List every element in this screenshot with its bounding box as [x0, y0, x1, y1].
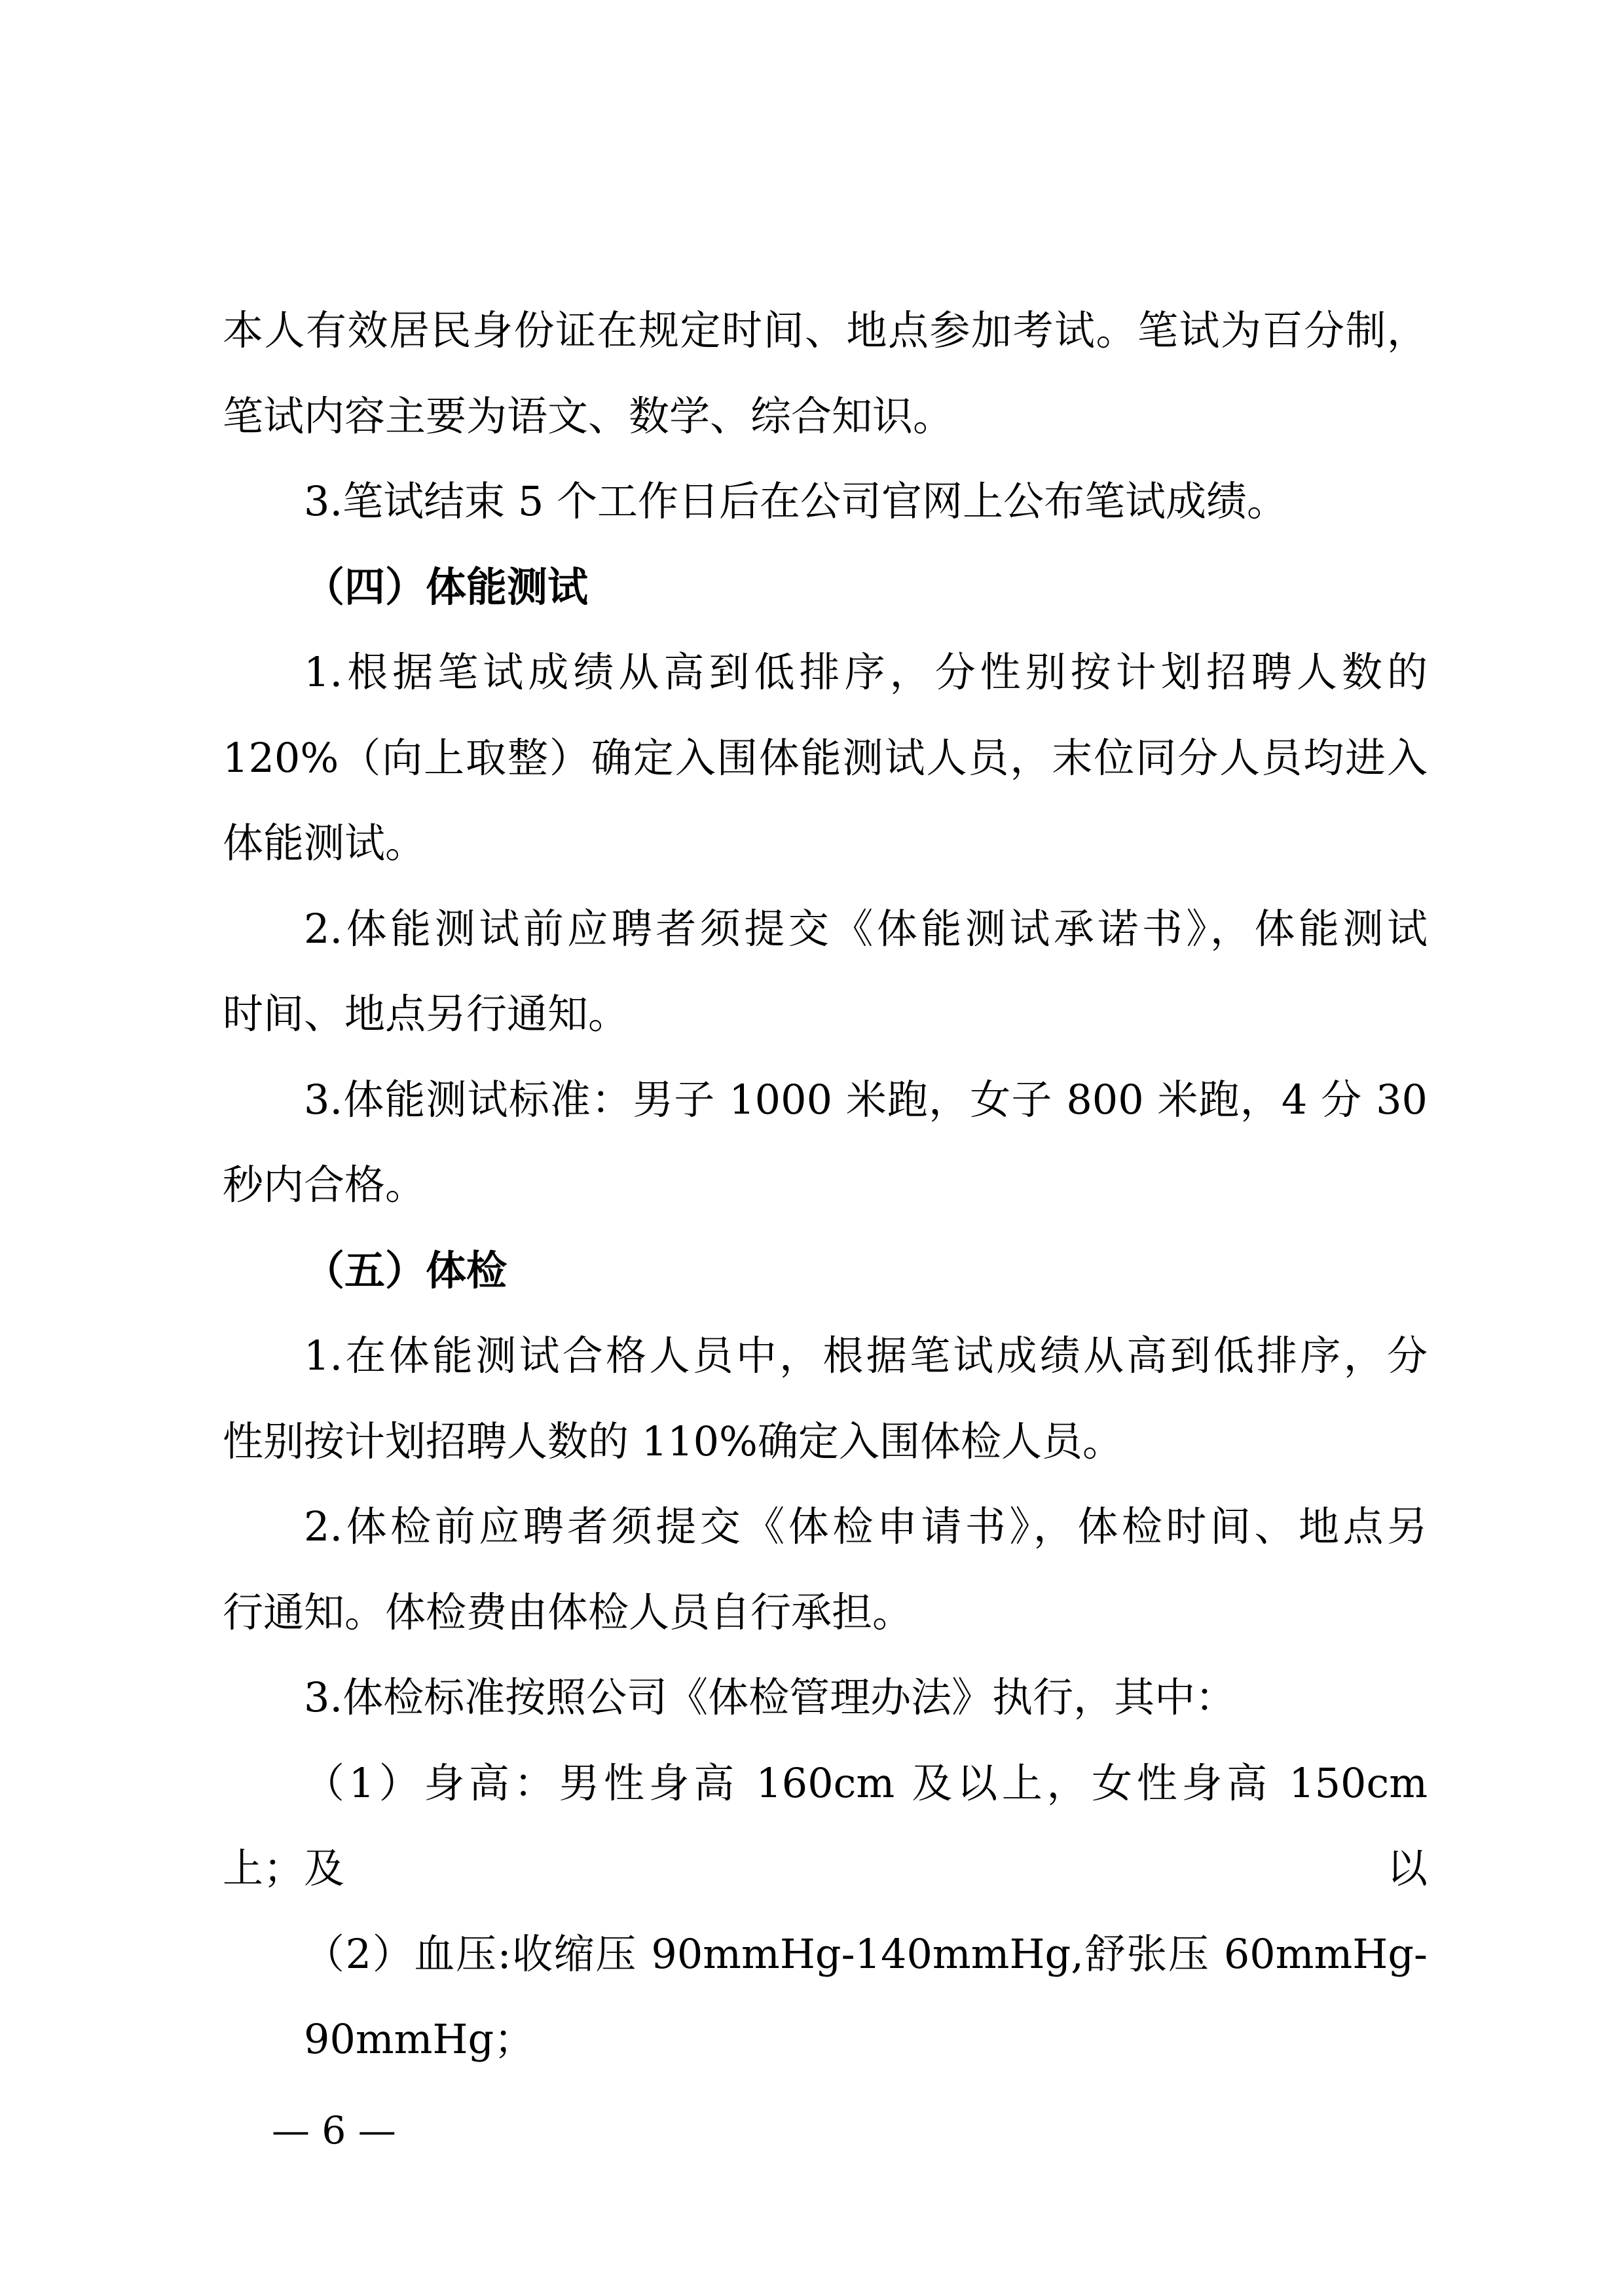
section-heading — [223, 1228, 1428, 1314]
paragraph — [223, 1655, 1428, 1741]
text-line: 上； — [223, 1844, 304, 1892]
section-heading — [223, 545, 1428, 630]
paragraph — [223, 1912, 1428, 2063]
text-line: （1）身高：男性身高 160cm 及以上，女性身高 150cm 及以 — [304, 1758, 1428, 1892]
text-line: 笔试内容主要为语文、数学、综合知识。 — [223, 392, 954, 440]
document-body — [223, 288, 1428, 2063]
text-line: 时间、地点另行通知。 — [223, 990, 629, 1038]
paragraph — [223, 1313, 1428, 1484]
paragraph — [223, 288, 1428, 459]
text-line: 体能测试。 — [223, 819, 426, 867]
text-line: 2.体能测试前应聘者须提交《体能测试承诺书》，体能测试 — [304, 904, 1428, 953]
text-line: 120%（向上取整）确定入围体能测试人员，末位同分人员均进入 — [223, 733, 1428, 782]
text-line: 3.体检标准按照公司《体检管理办法》执行，其中： — [304, 1673, 1236, 1721]
text-line: 秒内合格。 — [223, 1161, 426, 1209]
paragraph — [223, 886, 1428, 1057]
text-line: 2.体检前应聘者须提交《体检申请书》，体检时间、地点另 — [304, 1503, 1428, 1550]
text-line: 本人有效居民身份证在规定时间、地点参加考试。笔试为百分制， — [223, 306, 1428, 354]
text-line: 3.体能测试标准：男子 1000 米跑，女子 800 米跑，4 分 30 — [304, 1075, 1428, 1123]
text-line: 行通知。体检费由体检人员自行承担。 — [223, 1588, 913, 1636]
paragraph — [223, 1057, 1428, 1228]
page-number: — 6 — — [272, 2108, 396, 2153]
paragraph — [223, 630, 1428, 886]
text-line: 1.在体能测试合格人员中，根据笔试成绩从高到低排序，分 — [304, 1332, 1428, 1379]
text-line: 1.根据笔试成绩从高到低排序，分性别按计划招聘人数的 — [304, 648, 1428, 696]
text-line: （五）体检 — [304, 1246, 507, 1294]
text-line: 3.笔试结束 5 个工作日后在公司官网上公布笔试成绩。 — [304, 477, 1288, 525]
paragraph — [223, 459, 1428, 545]
text-line: （2）血压:收缩压 90mmHg-140mmHg,舒张压 60mmHg-90mmHg； — [304, 1929, 1428, 2063]
paragraph — [223, 1484, 1428, 1655]
text-line: （四）体能测试 — [304, 562, 589, 611]
paragraph — [223, 1741, 1428, 1912]
text-line: 性别按计划招聘人数的 110%确定入围体检人员。 — [223, 1417, 1123, 1465]
